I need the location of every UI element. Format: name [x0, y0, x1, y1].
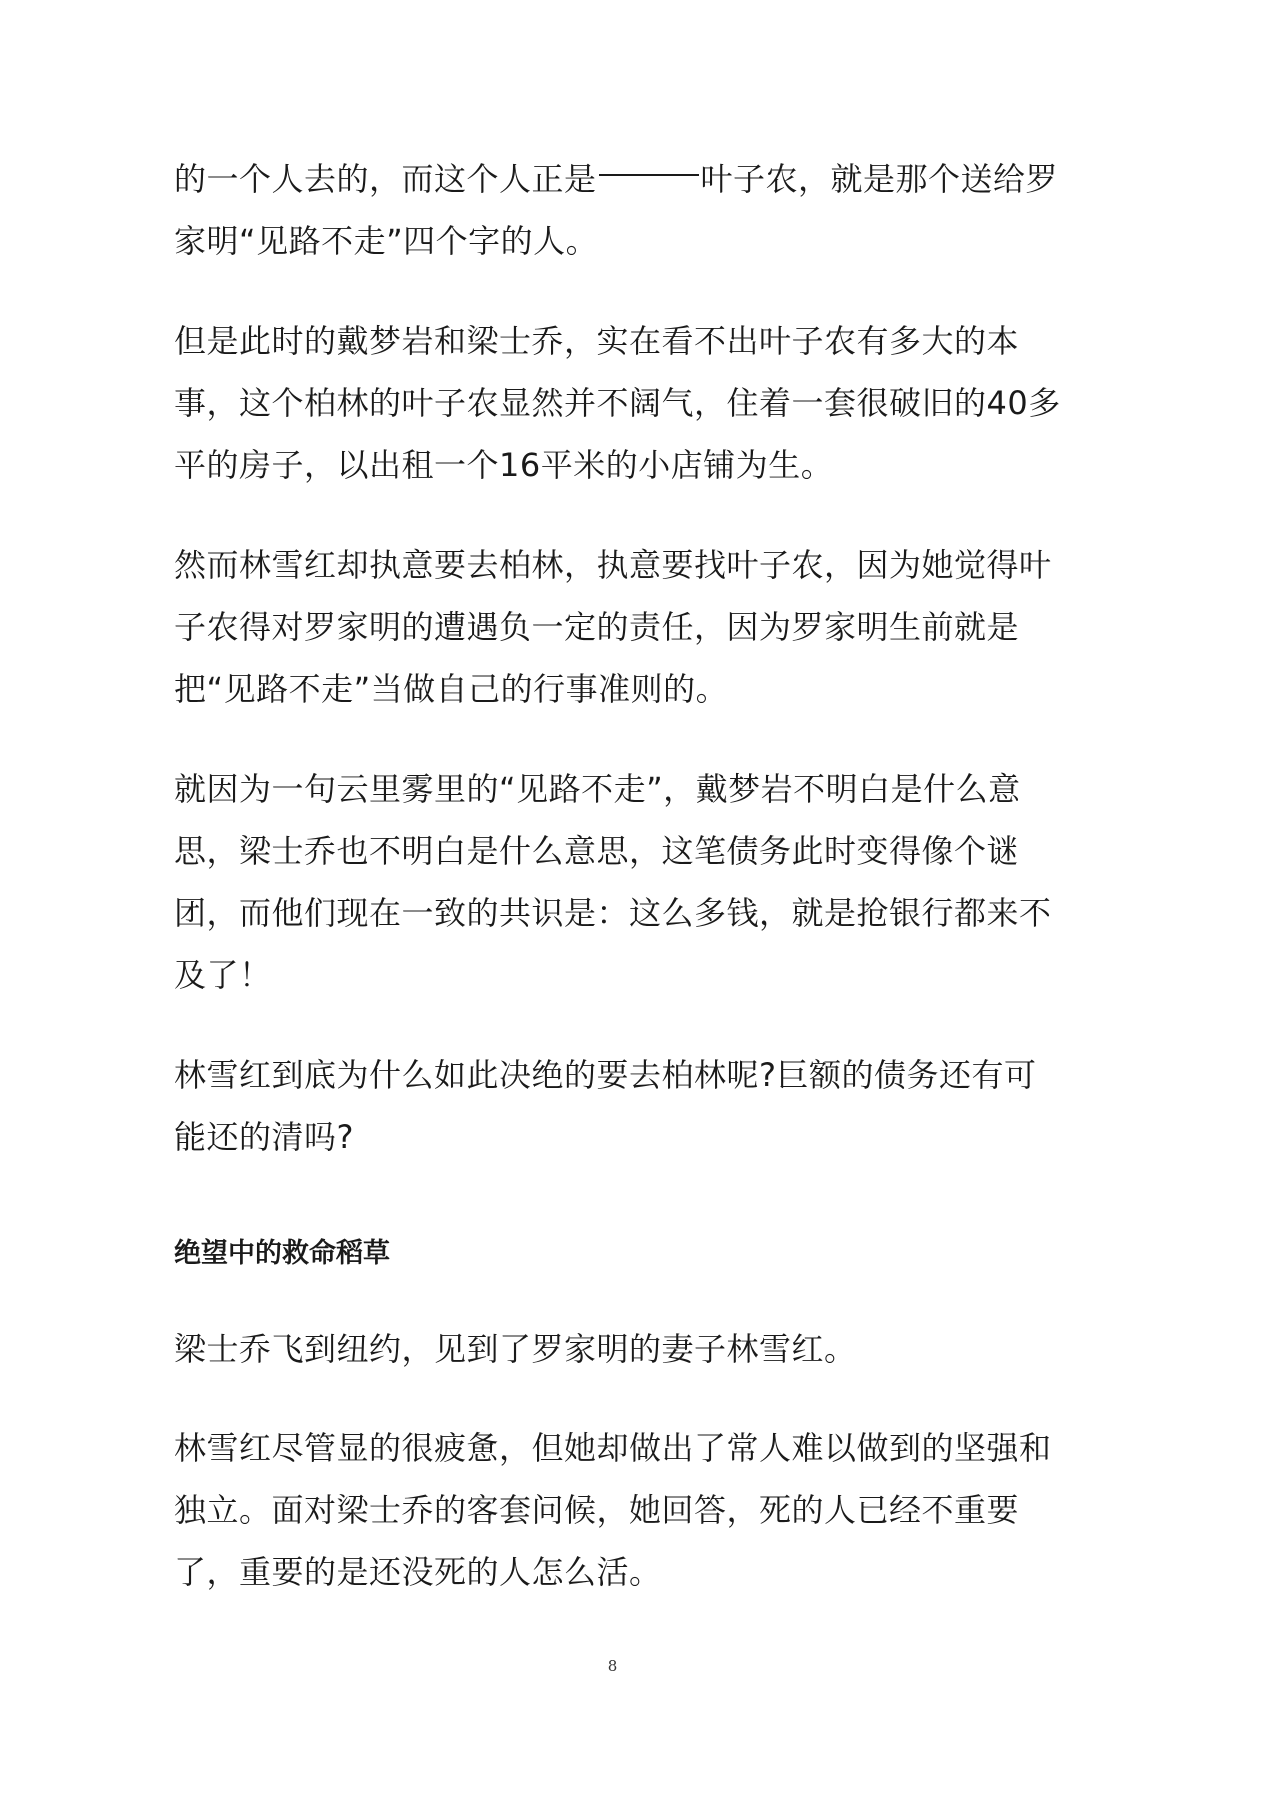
paragraph-7: 林雪红尽管显的很疲惫，但她却做出了常人难以做到的坚强和独立。面对梁士乔的客套问候，她回答，死的人已经不重要了，重要的是还没死的人怎么活。 — [174, 1429, 1052, 1591]
paragraph-3: 然而林雪红却执意要去柏林，执意要找叶子农，因为她觉得叶子农得对罗家明的遭遇负一定的责任，因为罗家明生前就是把“见路不走”当做自己的行事准则的。 — [174, 546, 1052, 708]
section-heading: 绝望中的救命稻草 — [174, 1238, 390, 1269]
dash-line — [599, 174, 699, 176]
paragraph-4: 就因为一句云里雾里的“见路不走”，戴梦岩不明白是什么意思，梁士乔也不明白是什么意思，这笔债务此时变得像个谜团，而他们现在一致的共识是：这么多钱，就是抢银行都来不及了！ — [174, 770, 1052, 994]
paragraph-1 — [174, 148, 1074, 272]
paragraph-5: 林雪红到底为什么如此决绝的要去柏林呢?巨额的债务还有可能还的清吗? — [174, 1056, 1037, 1156]
paragraph-1-text-start: 的一个人去的，而这个人正是 — [174, 160, 597, 198]
page-number: 8 — [607, 1657, 618, 1675]
paragraph-6: 梁士乔飞到纽约，见到了罗家明的妻子林雪红。 — [174, 1330, 857, 1368]
paragraph-2: 但是此时的戴梦岩和梁士乔，实在看不出叶子农有多大的本事，这个柏林的叶子农显然并不阔气，住着一套很破旧的40多平的房子，以出租一个16平米的小店铺为生。 — [174, 322, 1061, 484]
paragraph-1-text-end: 叶子农，就是那个送给罗家明“见路不走”四个字的人。 — [174, 160, 1059, 260]
